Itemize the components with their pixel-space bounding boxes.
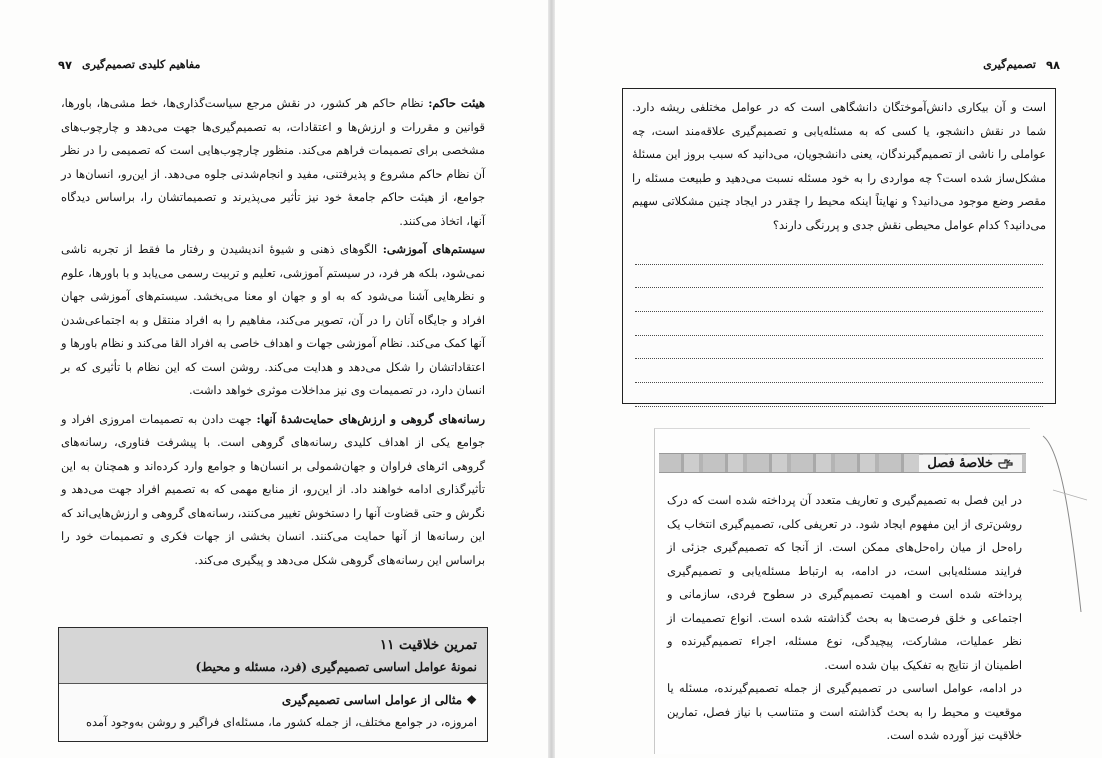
summary-paragraph: در ادامه، عوامل اساسی در تصمیم‌گیری از جمله تصمیم‌گیرنده، مسئله یا موقعیت و محیط را به بحث گذاشته است و متناسب با نیاز فصل، تمارین خلاقیت نیز آورده شده است. [667, 681, 1023, 742]
paragraph-text: جهت دادن به تصمیمات امروزی افراد و جوامع یکی از اهداف کلیدی رسانه‌های گروهی است. با پیشرفت فناوری، رسانه‌های گروهی اثرهای فراوان و جهان‌شمولی بر انسان‌ها و جوامع وارد کرده‌اند و همچنان به این تأثیرگذاری ادامه خواهند داد. از این‌رو، از منابع مهمی که به تصمیم افراد جهت می‌دهد و نگرش و حتی قضاوت آنها را دستخوش تغییر می‌کنند، رسانه‌های گروهی و ارزش‌هایی‌اند که این رسانه‌ها از آنها حمایت می‌کنند. انسان بخشی از جهات فکری و تصمیمات خود را براساس این رسانه‌های گروهی شکل می‌دهد و پیگیری می‌کند. [61, 411, 485, 567]
exercise-text: امروزه، در جوامع مختلف، از جمله کشور ما، مسئله‌ای فراگیر و روشن به‌وجود آمده [85, 715, 477, 729]
exercise-subtitle: نمونهٔ عوامل اساسی تصمیم‌گیری (فرد، مسئله و محیط) [195, 660, 477, 674]
left-page [0, 0, 548, 758]
page-number: ۹۷ [58, 58, 73, 72]
answer-line[interactable] [635, 336, 1043, 360]
right-page [555, 0, 1102, 758]
right-running-header [983, 58, 1060, 72]
answer-line[interactable] [635, 383, 1043, 407]
paragraph-lead: سیستم‌های آموزشی: [382, 242, 485, 256]
answer-lines [635, 241, 1043, 407]
exercise-title: تمرین خلاقیت ۱۱ [379, 637, 477, 653]
summary-text [667, 489, 1022, 748]
answer-line[interactable] [635, 312, 1043, 336]
paragraph-education-systems [61, 238, 485, 403]
creativity-exercise-box [58, 627, 488, 742]
exercise-question-text: است و آن بیکاری دانش‌آموختگان دانشگاهی است که در عوامل مختلفی ریشه دارد. شما در نقش دانشجو، یا کسی که به مسئله‌یابی و تصمیم‌گیری علاقه‌مند است، چه عواملی را ناشی از تصمیم‌گیرندگان، یعنی دانشجویان، می‌دانید که سبب بروز این مسئلهٔ مشکل‌ساز شده است؟ چه مواردی را به خود مسئله نسبت می‌دهید و طبیعت مسئله را مقصر وضع موجود می‌دانید؟ و نهایتاً اینکه محیط را چقدر در ایجاد چنین مشکلاتی سهیم می‌دانید؟ کدام عوامل محیطی نقش جدی و پررنگی دارند؟ [632, 100, 1046, 232]
running-header-title: مفاهیم کلیدی تصمیم‌گیری [82, 58, 201, 71]
left-body-text [61, 92, 485, 577]
summary-title [919, 455, 1022, 472]
page-number: ۹۸ [1045, 58, 1060, 72]
running-header-title: تصمیم‌گیری [983, 58, 1036, 71]
answer-line[interactable] [635, 288, 1043, 312]
book-gutter [548, 0, 555, 758]
answer-line[interactable] [635, 265, 1043, 289]
left-running-header [58, 58, 200, 72]
hand-pointing-icon [998, 457, 1014, 471]
summary-paragraph: در این فصل به تصمیم‌گیری و تعاریف متعدد آن پرداخته شده است که درک روشن‌تری از این مفهوم ایجاد شود. در تعریفی کلی، تصمیم‌گیری انتخاب یک راه‌حل از میان راه‌حل‌های ممکن است. از آنجا که تصمیم‌گیری جزئی از فرایند مسئله‌یابی است، در ادامه، به ارتباط مسئله‌یابی و تصمیم‌گیری پرداخته شده است و اهمیت تصمیم‌گیری در سطوح فردی، سازمانی و اجتماعی و خلق فرصت‌ها به بحث گذاشته شده است. انواع تصمیمات از نظر عملیات، مشارکت، پیچیدگی، نوع مسئله، اجراء تصمیم‌گیرنده و اطمینان از نتایج به تفکیک بیان شده است. [667, 493, 1022, 672]
exercise-bullet-heading: ❖ مثالی از عوامل اساسی تصمیم‌گیری [281, 693, 477, 707]
answer-line[interactable] [635, 241, 1043, 265]
paragraph-governing-body [61, 92, 485, 233]
paragraph-lead: رسانه‌های گروهی و ارزش‌های حمایت‌شدهٔ آنها: [256, 411, 485, 426]
summary-title-text: خلاصهٔ فصل [927, 456, 993, 471]
exercise-header [59, 628, 487, 684]
paragraph-text: نظام حاکم هر کشور، در نقش مرجع سیاست‌گذاری‌ها، خط مشی‌ها، باورها، قوانین و مقررات و ارزش‌ها و اعتقادات، به تصمیم‌گیری‌ها جهت می‌دهد و چارچوب‌های مشخصی برای تصمیمات فراهم می‌کند. منظور چارچوب‌هایی است که تصمیمی را در نظر آن نظام حاکم مشروع و پذیرفتنی، مفید و انجام‌شدنی جلوه می‌دهد. از این‌رو، انسان‌ها در جوامع، از هیئت حاکم جامعهٔ خود نیز تأثیر می‌پذیرند و تصمیماتشان را، براساس دیدگاه آنها، اتخاذ می‌کنند. [61, 96, 485, 228]
exercise-question-box [622, 88, 1056, 404]
exercise-body [59, 684, 487, 738]
chapter-summary-box [654, 428, 1030, 754]
page-edge-fold-mark [1041, 430, 1091, 620]
answer-line[interactable] [635, 359, 1043, 383]
paragraph-lead: هیئت حاکم: [428, 96, 485, 110]
paragraph-text: الگوهای ذهنی و شیوهٔ اندیشیدن و رفتار ما فقط از تجربه ناشی نمی‌شود، بلکه هر فرد، در سیستم آموزشی، تعلیم و تربیت رسمی می‌یابد و با باورها، علوم و نظرهایی آشنا می‌شود که به او و جهان او معنا می‌بخشد. سیستم‌های آموزشی جهان افراد و جایگاه آنان را در آن، تصویر می‌کند، مفاهیم را به افراد منتقل و به اجتماعی‌شدن آنها کمک می‌کند. نظام آموزشی جهات و اهداف خاصی به افراد القا می‌کند و نظام باورها و اعتقاداتشان را شکل می‌دهد و هدایت می‌کند. روشن است که این نظام با تأثیری که بر انسان دارد، در تصمیمات وی نیز مداخلات موثری خواهد داشت. [61, 242, 485, 397]
paragraph-mass-media [61, 408, 485, 573]
